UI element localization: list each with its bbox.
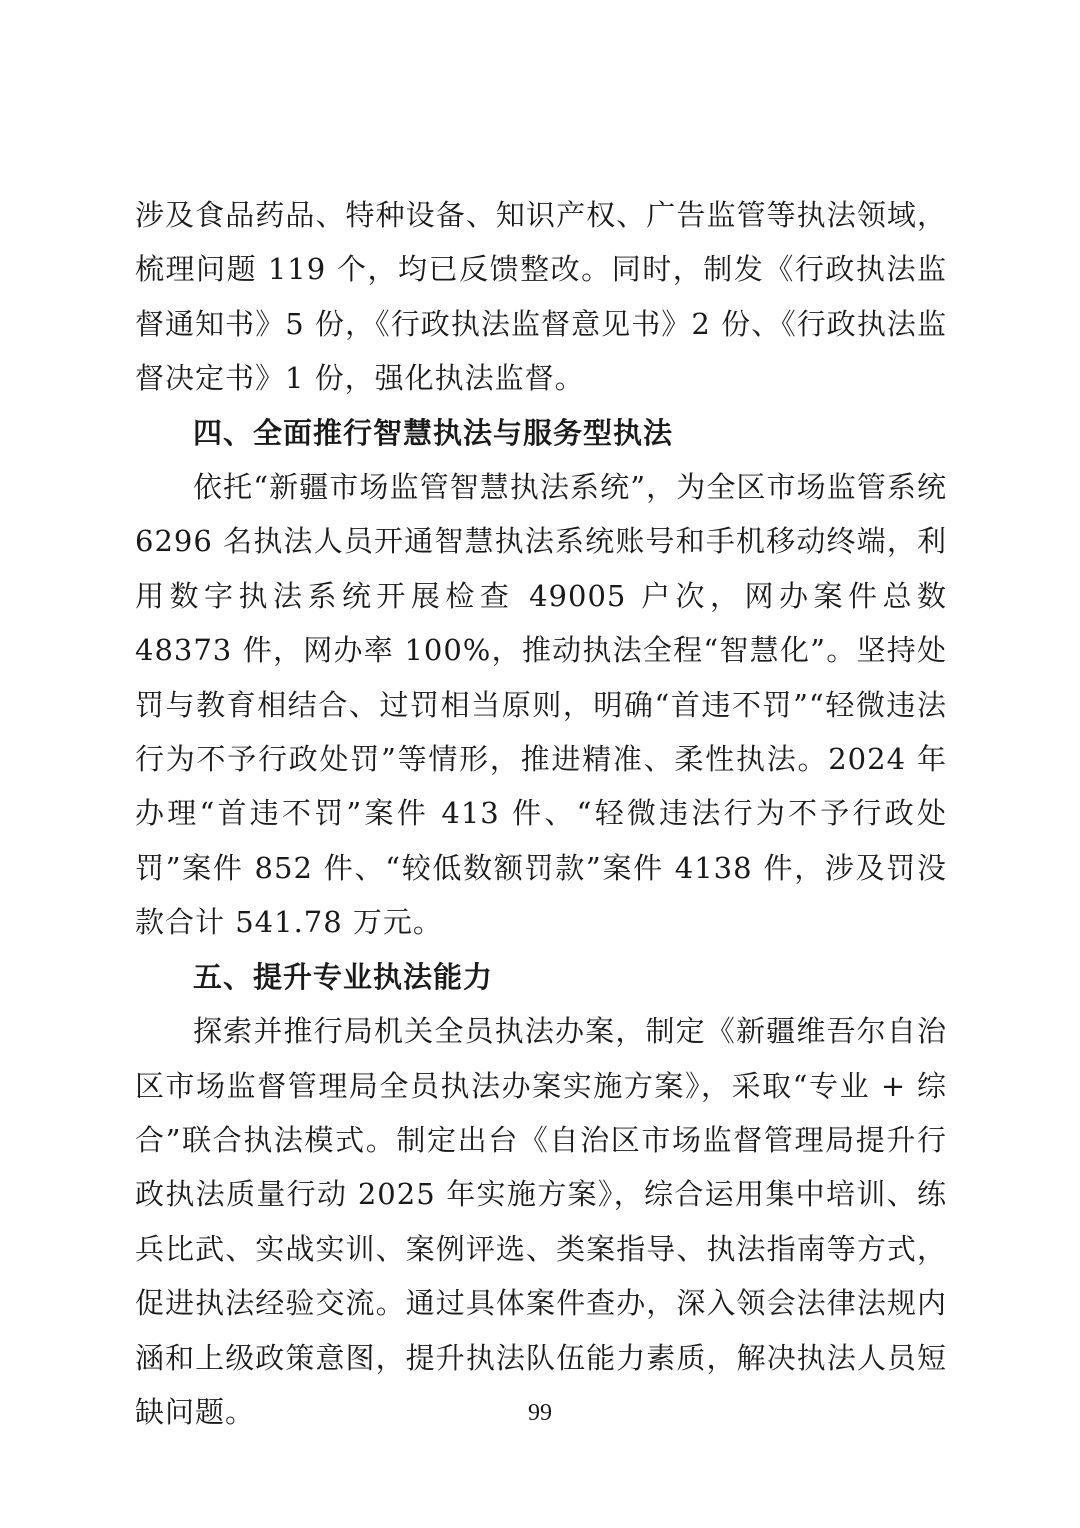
paragraph-continuation: 涉及食品药品、特种设备、知识产权、广告监管等执法领域，梳理问题 119 个，均已反馈整改。同时，制发《行政执法监督通知书》5 份，《行政执法监督意见书》2 份、《行政执法监督决定书》1 份，强化执法监督。 [135,198,947,396]
section-heading-4: 四、全面推行智慧执法与服务型执法 [193,415,674,450]
page-number: 99 [528,1400,552,1426]
page-content [135,188,947,1439]
paragraph-professional-capacity: 探索并推行局机关全员执法办案，制定《新疆维吾尔自治区市场监督管理局全员执法办案实施方案》，采取“专业 + 综合”联合执法模式。制定出台《自治区市场监督管理局提升行政执法质量行动 2025 年实施方案》，综合运用集中培训、练兵比武、实战实训、案例评选、类案指导、执法指南等方式，促进执法经验交流。通过具体案件查办，深入领会法律法规内涵和上级政策意图，提升执法队伍能力素质，解决执法人员短缺问题。 [135,1014,947,1429]
section-heading-5: 五、提升专业执法能力 [193,959,494,994]
paragraph-smart-enforcement: 依托“新疆市场监管智慧执法系统”，为全区市场监管系统 6296 名执法人员开通智慧执法系统账号和手机移动终端，利用数字执法系统开展检查 49005 户次，网办案件总数 48373 件，网办率 100%，推动执法全程“智慧化”。坚持处罚与教育相结合、过罚相当原则，明确“首违不罚”“轻微违法行为不予行政处罚”等情形，推进精准、柔性执法。2024 年办理“首违不罚”案件 413 件、“轻微违法行为不予行政处罚”案件 852 件、“较低数额罚款”案件 4138 件，涉及罚没款合计 541.78 万元。 [135,470,947,940]
